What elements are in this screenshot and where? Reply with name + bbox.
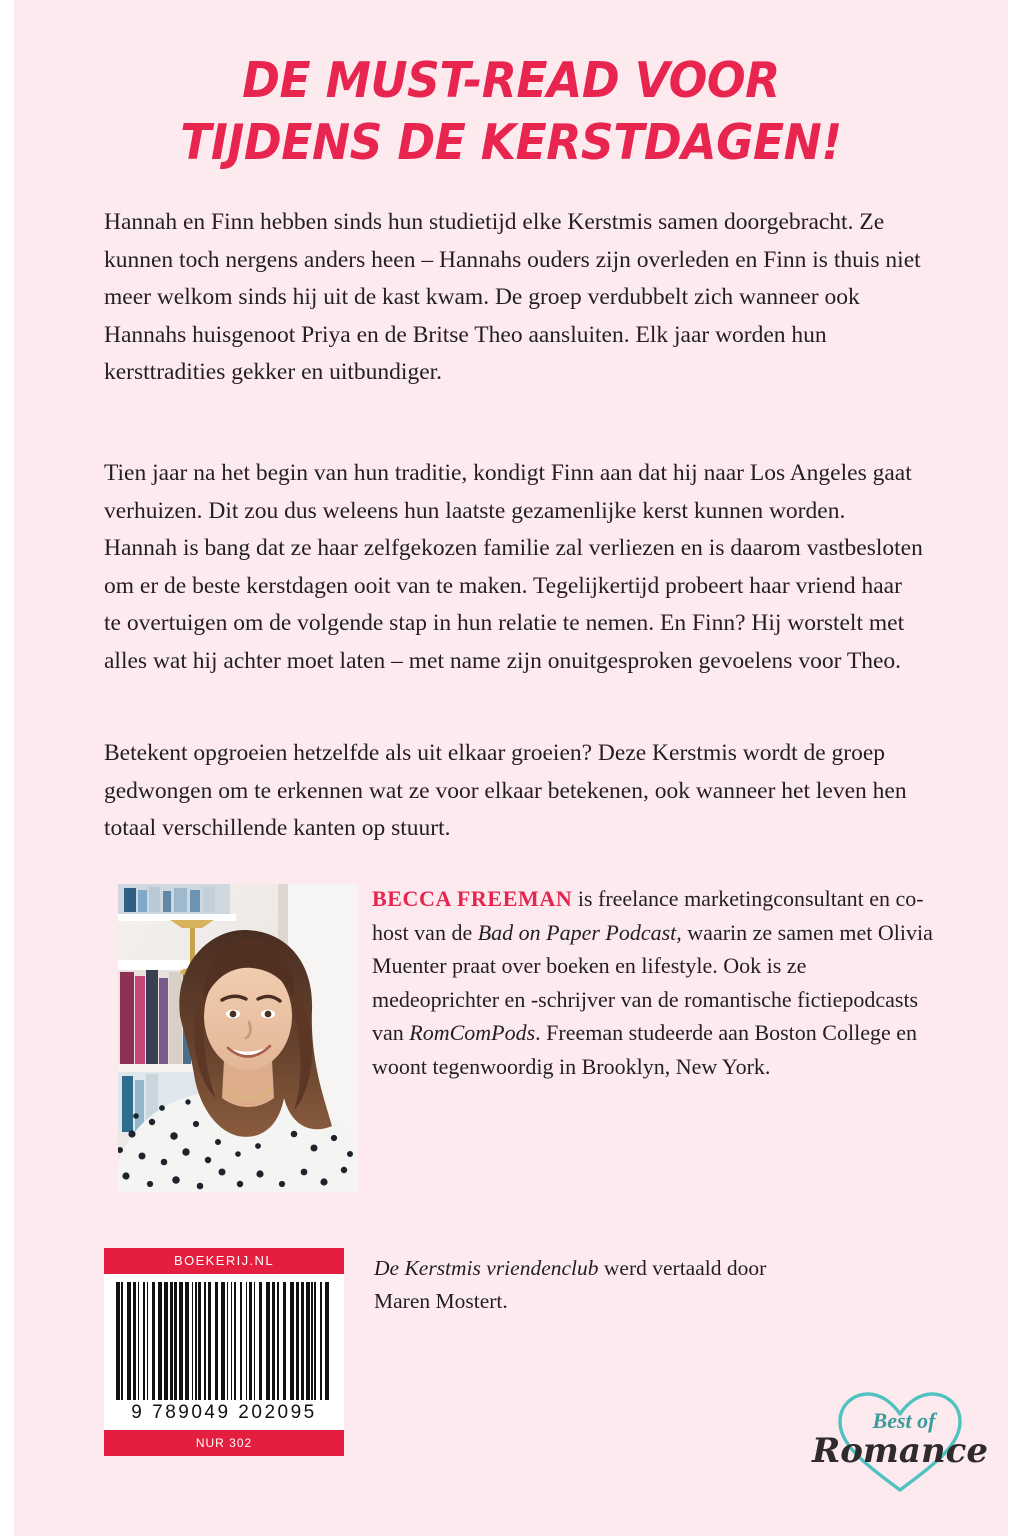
barcode-area <box>104 1274 344 1430</box>
bio-text-1: is freelance marketingconsultant en co-host van de <box>372 886 924 945</box>
podcast-title-2: RomComPods <box>409 1020 536 1045</box>
book-title: De Kerstmis vriendenclub <box>374 1256 599 1280</box>
isbn-digits: 9 789049 202095 <box>131 1402 317 1423</box>
headline-line-2: TIJDENS DE KERSTDAGEN! <box>180 114 842 171</box>
blurb-paragraph-3: Betekent opgroeien hetzelfde als uit elkaar groeien? Deze Kerstmis wordt de groep gedwongen om te erkennen wat ze voor elkaar betekenen, ook wanneer het leven hen totaal verschillende kanten op stuurt. <box>104 740 907 841</box>
author-name: BECCA FREEMAN <box>372 886 573 911</box>
blurb-paragraph-1: Hannah en Finn hebben sinds hun studietijd elke Kerstmis samen doorgebracht. Ze kunnen toch nergens anders heen – Hannahs ouders zijn overleden en Finn is thuis niet meer welkom sinds hij uit de kast kwam. De groep verdubbelt zich wanneer ook Hannahs huisgenoot Priya en de Britse Theo aansluiten. Elk jaar worden hun kersttradities gekker en uitbundiger. <box>104 209 921 385</box>
author-photo <box>118 884 358 1192</box>
logo-line-top: Best of <box>872 1408 936 1433</box>
logo-line-bottom: Romance <box>812 1431 988 1471</box>
nur-label: NUR 302 <box>104 1430 344 1456</box>
translator-note <box>374 1252 794 1318</box>
barcode-bars <box>116 1282 332 1400</box>
book-back-cover <box>14 0 1008 1536</box>
best-of-romance-logo <box>810 1366 990 1506</box>
headline-line-1: DE MUST-READ VOOR <box>242 52 780 109</box>
bio-text-2: waarin ze samen met Olivia Muenter praat over boeken en lifestyle. Ook is ze medeoprichter en -schrijver van de romantische fictiepodcasts van <box>372 919 933 1045</box>
bio-text-3: . Freeman studeerde aan Boston College en woont tegenwoordig in Brooklyn, New York. <box>372 1020 917 1079</box>
blurb-paragraph-2: Tien jaar na het begin van hun traditie, kondigt Finn aan dat hij naar Los Angeles gaat verhuizen. Dit zou dus weleens hun laatste gezamenlijke kerst kunnen worden. Hannah is bang dat ze haar zelfgekozen familie zal verliezen en is daarom vastbesloten om er de beste kerstdagen ooit van te maken. Tegelijkertijd probeert haar vriend haar te overtuigen om de volgende stap in hun relatie te nemen. En Finn? Hij worstelt met alles wat hij achter moet laten – met name zijn onuitgesproken gevoelens voor Theo. <box>104 460 923 674</box>
author-bio <box>372 882 934 1083</box>
publisher-label: BOEKERIJ.NL <box>104 1248 344 1274</box>
barcode-block <box>104 1248 344 1456</box>
author-block <box>104 870 934 1200</box>
podcast-title-1: Bad on Paper Podcast, <box>477 919 682 945</box>
translator-text: werd vertaald door Maren Mostert. <box>374 1256 767 1313</box>
page-title <box>49 50 973 174</box>
